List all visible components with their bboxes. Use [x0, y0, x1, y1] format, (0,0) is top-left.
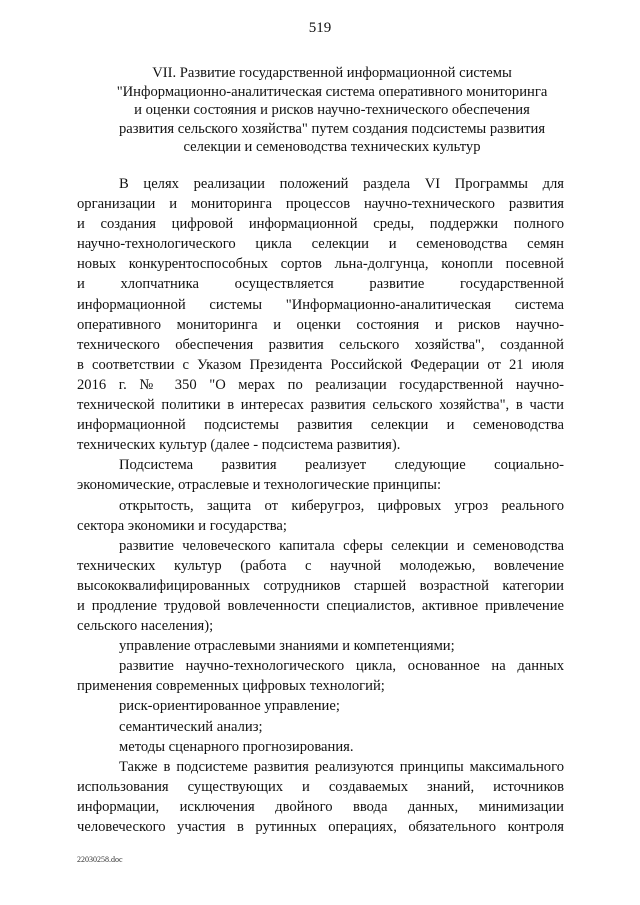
section-heading [88, 64, 576, 157]
body-line: методы сценарного прогнозирования. [119, 738, 354, 755]
body-line: экономические, отраслевые и технологические принципы: [77, 477, 442, 494]
body-line: семантический анализ; [119, 718, 263, 735]
body-line: и продление трудовой вовлеченности специалистов, активное привлечение [77, 597, 564, 614]
body-line: оперативного мониторинга и оценки состояния и рисков научно- [77, 316, 564, 333]
body-line: технического обеспечения развития сельского хозяйства", созданной [77, 336, 564, 353]
body-line: В целях реализации положений раздела VI Программы для [119, 176, 564, 192]
body-line: высококвалифицированных сотрудников старшей возрастной категории [77, 577, 564, 594]
body-line: технической политики в интересах развития сельского хозяйства", в части [77, 397, 564, 414]
heading-line: и оценки состояния и рисков научно-технического обеспечения [134, 102, 530, 119]
body-line: риск-ориентированное управление; [119, 698, 340, 715]
body-line: технических культур (далее - подсистема развития). [77, 437, 401, 454]
body-line: и создания цифровой информационной среды, поддержки полного [77, 216, 564, 233]
body-line: сельского населения); [77, 618, 214, 635]
body-line: использования существующих и создаваемых знаний, источников [77, 778, 564, 795]
body-line: человеческого участия в рутинных операциях, обязательного контроля [77, 819, 564, 835]
body-line: научно-технологического цикла селекции и семеноводства семян [77, 236, 564, 253]
page-number: 519 [308, 20, 332, 36]
heading-line: развития сельского хозяйства" путем создания подсистемы развития [118, 120, 546, 137]
body-line: новых конкурентоспособных сортов льна-долгунца, конопли посевной [77, 256, 564, 273]
body-line: в соответствии с Указом Президента Российской Федерации от 21 июля [77, 356, 564, 373]
body-line: применения современных цифровых технологий; [77, 678, 385, 695]
body-line: информации, исключения двойного ввода данных, минимизации [77, 798, 564, 815]
body-line: развитие человеческого капитала сферы селекции и семеноводства [119, 537, 564, 554]
body-line: Подсистема развития реализует следующие социально- [119, 457, 564, 474]
body-line: организации и мониторинга процессов научно-технического развития [77, 196, 564, 213]
body-line: информационной системы "Информационно-аналитическая система [77, 296, 564, 313]
body-line: технических культур (работа с научной молодежью, вовлечение [77, 557, 564, 574]
body-line: информационной подсистемы развития селекции и семеноводства [77, 417, 564, 434]
body-line: управление отраслевыми знаниями и компетенциями; [119, 638, 455, 655]
body-text [77, 174, 564, 837]
body-line: 2016 г. № 350 "О мерах по реализации государственной научно- [77, 376, 564, 393]
footer-filename: 22030258.doc [77, 855, 123, 864]
heading-line: "Информационно-аналитическая система оперативного мониторинга [116, 83, 548, 100]
heading-line: VII. Развитие государственной информационной системы [152, 65, 512, 81]
body-line: Также в подсистеме развития реализуются принципы максимального [119, 758, 564, 775]
body-line: и хлопчатника осуществляется развитие государственной [77, 276, 564, 293]
body-line: открытость, защита от киберугроз, цифровых угроз реального [119, 497, 564, 514]
body-line: сектора экономики и государства; [77, 517, 287, 534]
body-line: развитие научно-технологического цикла, основанное на данных [119, 658, 564, 675]
heading-line: селекции и семеноводства технических культур [183, 139, 481, 156]
